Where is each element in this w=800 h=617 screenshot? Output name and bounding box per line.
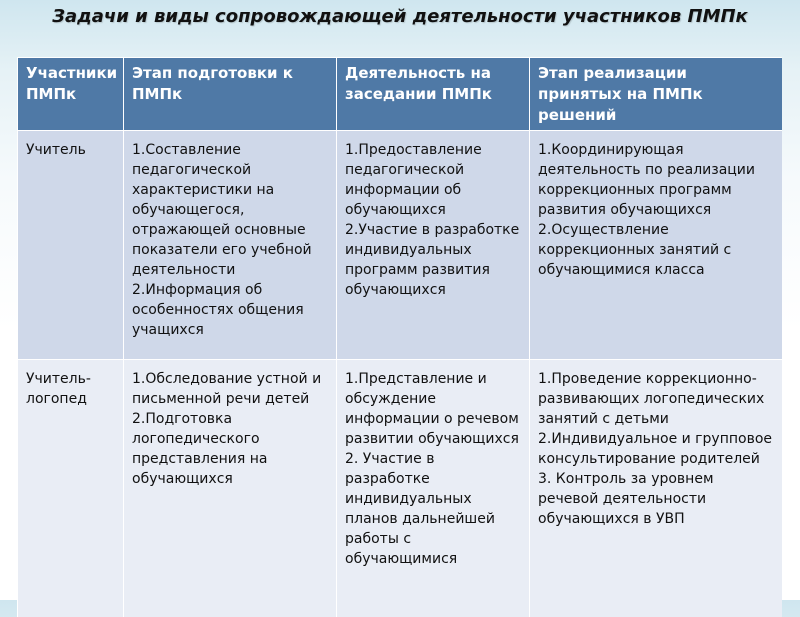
header-meeting-activity: Деятельность на заседании ПМПк (337, 58, 530, 131)
cell-item: 2. Участие в разработке индивидуальных планов дальнейшей работы с обучающимися (345, 449, 523, 569)
cell-item: 2.Подготовка логопедического представления на обучающихся (132, 409, 330, 489)
cell-item: 2.Индивидуальное и групповое консультирование родителей (538, 429, 776, 469)
cell-preparation (124, 131, 337, 360)
cell-preparation (124, 360, 337, 617)
cell-item: 2.Осуществление коррекционных занятий с обучающимися класса (538, 220, 776, 280)
table-header-row (18, 58, 783, 131)
cell-item: 1.Координирующая деятельность по реализации коррекционных программ развития обучающихся (538, 140, 776, 220)
tasks-table-container (17, 57, 782, 617)
cell-implementation (530, 360, 783, 617)
cell-meeting (337, 360, 530, 617)
cell-item: 1.Представление и обсуждение информации о речевом развитии обучающихся (345, 369, 523, 449)
header-implementation-stage: Этап реализации принятых на ПМПк решений (530, 58, 783, 131)
cell-item: 1.Обследование устной и письменной речи детей (132, 369, 330, 409)
header-preparation-stage: Этап подготовки к ПМПк (124, 58, 337, 131)
tasks-table (17, 57, 782, 617)
cell-item: 2.Информация об особенностях общения учащихся (132, 280, 330, 340)
page-title: Задачи и виды сопровождающей деятельности участников ПМПк (0, 6, 800, 28)
cell-participant: Учитель (18, 131, 124, 360)
cell-item: 1.Составление педагогической характеристики на обучающегося, отражающей основные показатели его учебной деятельности (132, 140, 330, 280)
cell-item: 2.Участие в разработке индивидуальных программ развития обучающихся (345, 220, 523, 300)
cell-item: 1.Предоставление педагогической информации об обучающихся (345, 140, 523, 220)
table-row (18, 360, 783, 617)
cell-meeting (337, 131, 530, 360)
cell-implementation (530, 131, 783, 360)
cell-participant: Учитель-логопед (18, 360, 124, 617)
table-row (18, 131, 783, 360)
cell-item: 1.Проведение коррекционно-развивающих логопедических занятий с детьми (538, 369, 776, 429)
cell-item: 3. Контроль за уровнем речевой деятельности обучающихся в УВП (538, 469, 776, 529)
header-participants: Участники ПМПк (18, 58, 124, 131)
